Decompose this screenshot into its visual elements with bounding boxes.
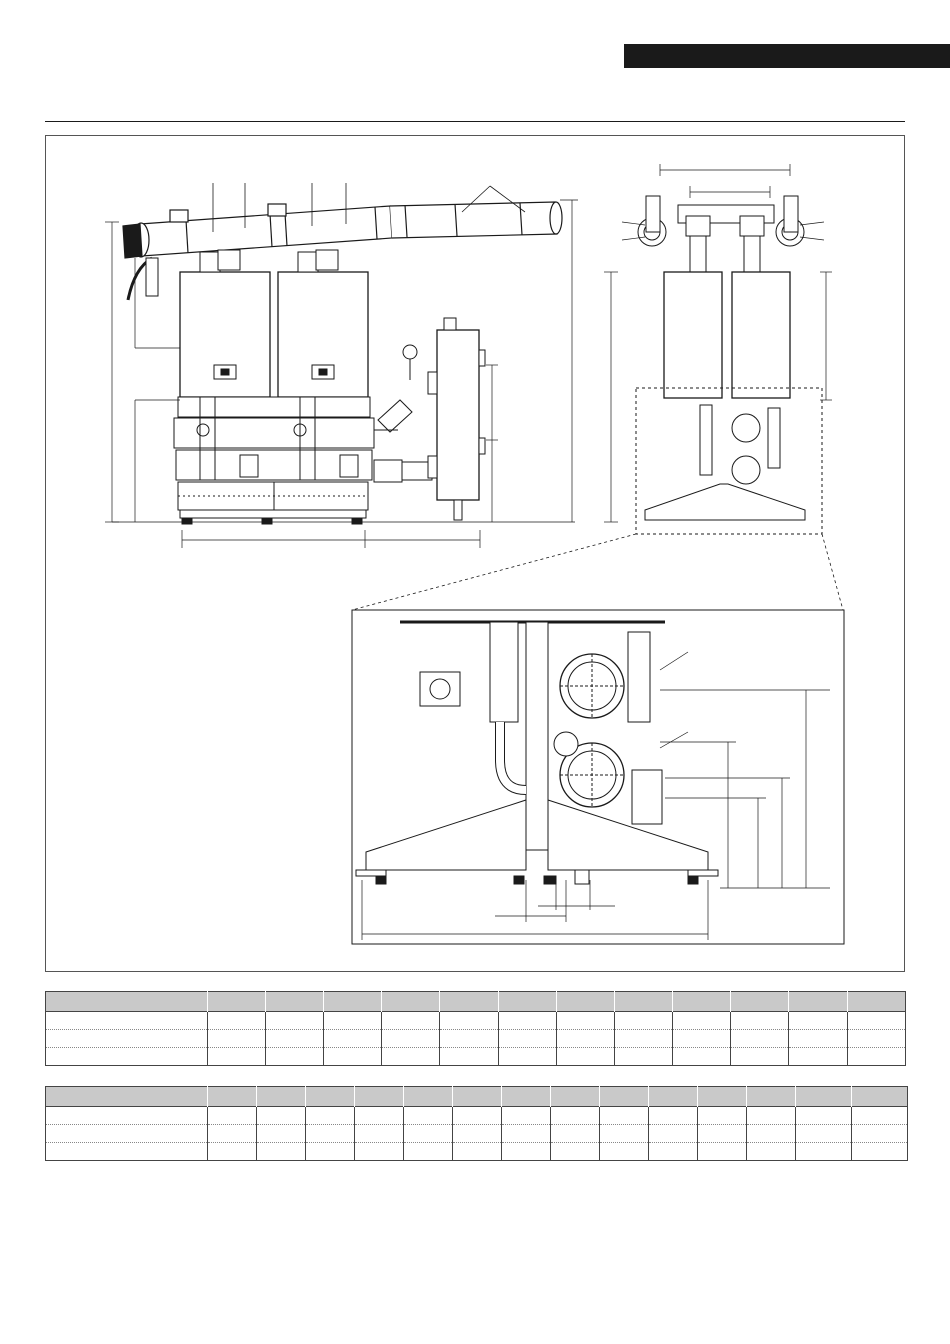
spec-table-2 [45,1086,908,1161]
side-boiler-right [732,272,790,398]
side-pumps [700,405,780,484]
table-row [46,1030,906,1048]
side-flue-heads [638,196,804,272]
side-base-stand [645,484,805,520]
spec-table-1 [45,991,906,1066]
base-frame [178,482,368,524]
projection-line-left [352,534,636,610]
connection-assembly [374,345,432,482]
table-row [46,1125,908,1143]
table-row [46,1012,906,1030]
flue-pipe [123,202,562,258]
buffer-tank [428,318,485,520]
boiler-unit-left [180,250,270,397]
boiler-unit-right [278,250,368,397]
detail-pump-upper [560,654,624,718]
table-row [46,1143,908,1161]
table-header-row [46,1087,908,1107]
side-boiler-left [664,272,722,398]
detail-view [352,610,844,944]
table-row [46,1048,906,1066]
projection-line-right [822,534,843,610]
side-view [604,164,832,534]
table-header-row [46,992,906,1012]
manifold-piping [174,397,374,480]
drain-valve [146,258,158,296]
front-view [105,183,578,548]
table-row [46,1107,908,1125]
